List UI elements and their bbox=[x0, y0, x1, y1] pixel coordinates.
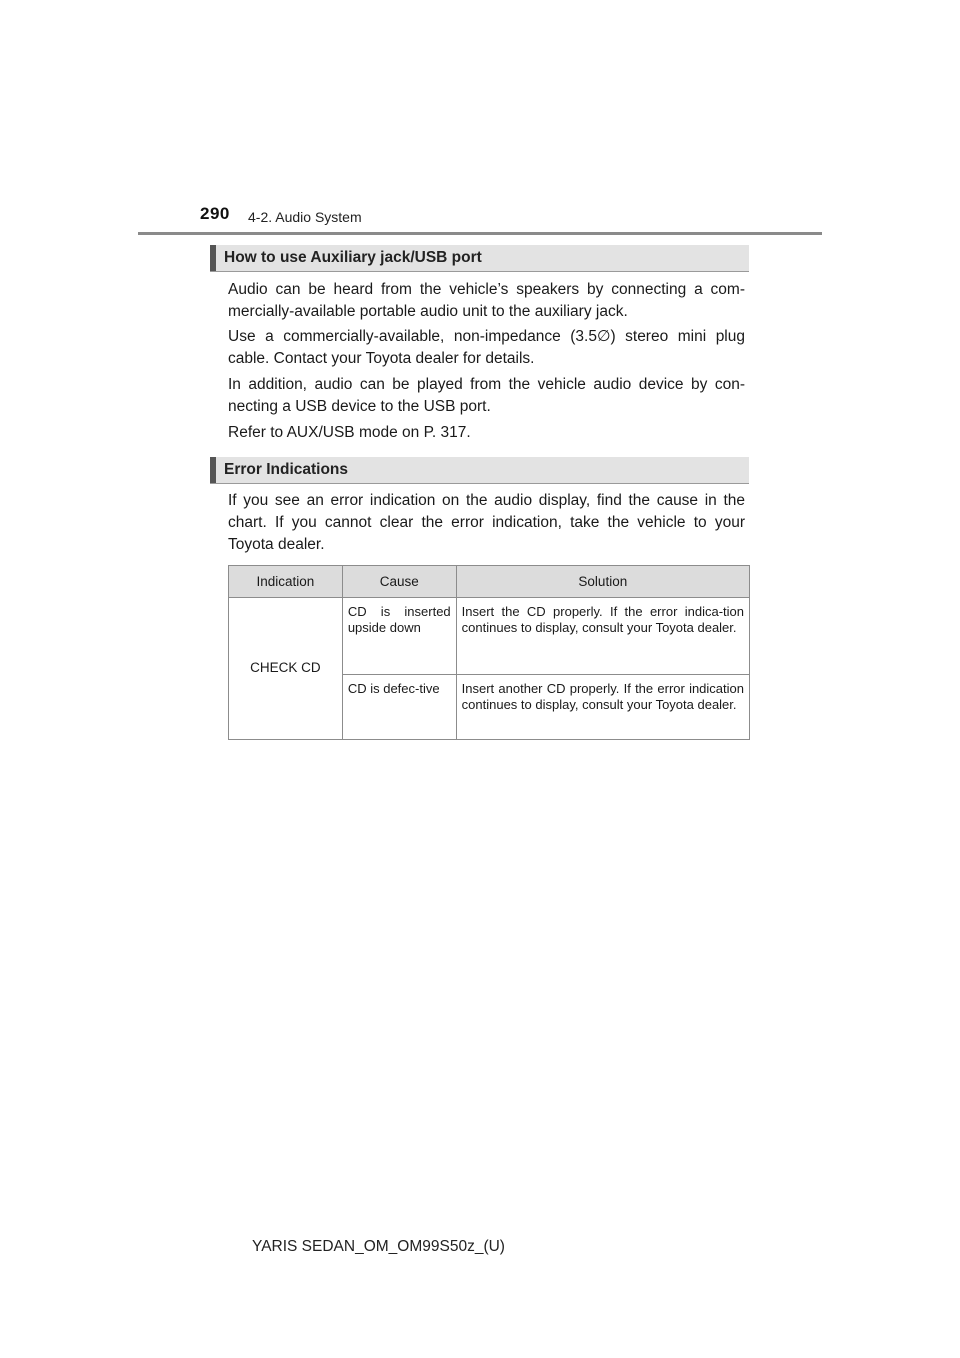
section-title: 4-2. Audio System bbox=[248, 209, 362, 225]
aux-usb-heading-label: How to use Auxiliary jack/USB port bbox=[224, 249, 482, 266]
aux-paragraph-4: Refer to AUX/USB mode on P. 317. bbox=[228, 424, 471, 441]
aux-usb-heading bbox=[210, 245, 749, 272]
column-header-indication: Indication bbox=[229, 566, 343, 598]
indication-cell: CHECK CD bbox=[229, 598, 343, 740]
error-indications-table bbox=[228, 565, 750, 740]
solution-cell: Insert another CD properly. If the error indication continues to display, consult your Toyota dealer. bbox=[456, 675, 749, 740]
document-id-footer: YARIS SEDAN_OM_OM99S50z_(U) bbox=[252, 1238, 505, 1255]
solution-cell: Insert the CD properly. If the error indica-tion continues to display, consult your Toyota dealer. bbox=[456, 598, 749, 675]
aux-paragraph-3: In addition, audio can be played from the vehicle audio device by con-necting a USB device to the USB port. bbox=[228, 376, 745, 415]
aux-paragraph-2: Use a commercially-available, non-impedance (3.5∅) stereo mini plug cable. Contact your Toyota dealer for details. bbox=[228, 328, 745, 367]
aux-paragraph-1: Audio can be heard from the vehicle’s speakers by connecting a com-mercially-available portable audio unit to the auxiliary jack. bbox=[228, 281, 745, 320]
page-number: 290 bbox=[200, 204, 230, 223]
column-header-cause: Cause bbox=[342, 566, 456, 598]
error-intro-paragraph: If you see an error indication on the audio display, find the cause in the chart. If you cannot clear the error indication, take the vehicle to your Toyota dealer. bbox=[228, 492, 745, 553]
header-divider bbox=[138, 232, 822, 235]
heading-marker bbox=[210, 245, 216, 271]
heading-marker bbox=[210, 457, 216, 483]
error-indications-heading-label: Error Indications bbox=[224, 461, 349, 478]
table-header-row bbox=[229, 566, 750, 598]
table-row bbox=[229, 598, 750, 675]
cause-cell: CD is inserted upside down bbox=[342, 598, 456, 675]
column-header-solution: Solution bbox=[456, 566, 749, 598]
cause-cell: CD is defec-tive bbox=[342, 675, 456, 740]
error-indications-heading bbox=[210, 457, 749, 484]
